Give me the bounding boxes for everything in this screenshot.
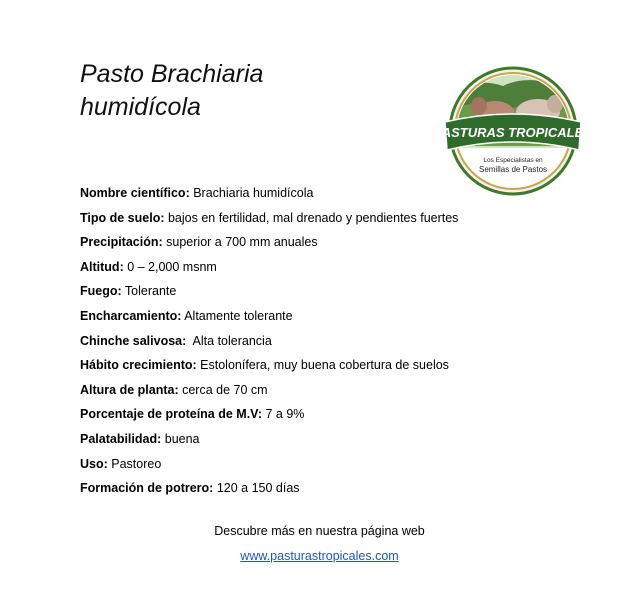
spec-label: Porcentaje de proteína de M.V: — [80, 407, 262, 422]
spec-label: Encharcamiento: — [80, 308, 182, 323]
spec-row — [80, 206, 458, 231]
pasturas-tropicales-logo — [434, 66, 592, 196]
specs-list — [80, 181, 458, 501]
spec-row — [80, 427, 458, 452]
spec-value: 120 a 150 días — [213, 481, 300, 496]
spec-label: Palatabilidad: — [80, 431, 162, 446]
website-link[interactable]: www.pasturastropicales.com — [240, 549, 399, 563]
logo-brand: PASTURAS TROPICALES — [434, 125, 592, 140]
spec-label: Uso: — [80, 456, 108, 471]
spec-value: cerca de 70 cm — [178, 382, 268, 397]
spec-value: 0 – 2,000 msnm — [123, 259, 217, 274]
footer-link-container — [0, 549, 639, 563]
spec-value: Brachiaria humidícola — [189, 186, 314, 200]
title-line-2: humidícola — [80, 93, 201, 121]
spec-value: Altamente tolerante — [181, 308, 293, 323]
spec-label: Formación de potrero: — [80, 481, 214, 496]
page-title — [80, 58, 263, 124]
spec-row — [80, 402, 458, 427]
spec-label: Fuego: — [80, 284, 122, 299]
spec-row — [80, 353, 458, 378]
spec-row — [80, 452, 458, 477]
spec-label: Precipitación: — [80, 235, 163, 250]
spec-value: buena — [161, 431, 200, 446]
spec-label: Altitud: — [80, 259, 124, 274]
spec-row — [80, 378, 458, 403]
footer-text: Descubre más en nuestra página web — [214, 524, 425, 538]
spec-label: Altura de planta: — [80, 382, 179, 397]
spec-value: Estolonífera, muy buena cobertura de suelos — [196, 358, 449, 373]
title-line-1: Pasto Brachiaria — [80, 60, 264, 88]
spec-row — [80, 255, 458, 280]
spec-row — [80, 329, 458, 354]
logo-tagline-2: Semillas de Pastos — [478, 165, 548, 174]
spec-value: 7 a 9% — [262, 407, 305, 422]
spec-value: Alta tolerancia — [186, 333, 272, 348]
spec-row — [80, 181, 458, 206]
spec-row — [80, 230, 458, 255]
spec-row — [80, 304, 458, 329]
spec-value: superior a 700 mm anuales — [162, 235, 318, 250]
spec-row — [80, 279, 458, 304]
spec-row — [80, 476, 458, 501]
spec-value: Tolerante — [121, 284, 177, 299]
spec-label: Hábito crecimiento: — [80, 358, 197, 373]
spec-label: Tipo de suelo: — [80, 210, 165, 225]
logo-tagline-1: Los Especialistas en — [483, 157, 543, 164]
spec-value: bajos en fertilidad, mal drenado y pendientes fuertes — [164, 210, 459, 225]
spec-value: Pastoreo — [107, 456, 162, 471]
spec-label: Chinche salivosa: — [80, 333, 187, 348]
spec-label: Nombre científico: — [80, 186, 190, 200]
